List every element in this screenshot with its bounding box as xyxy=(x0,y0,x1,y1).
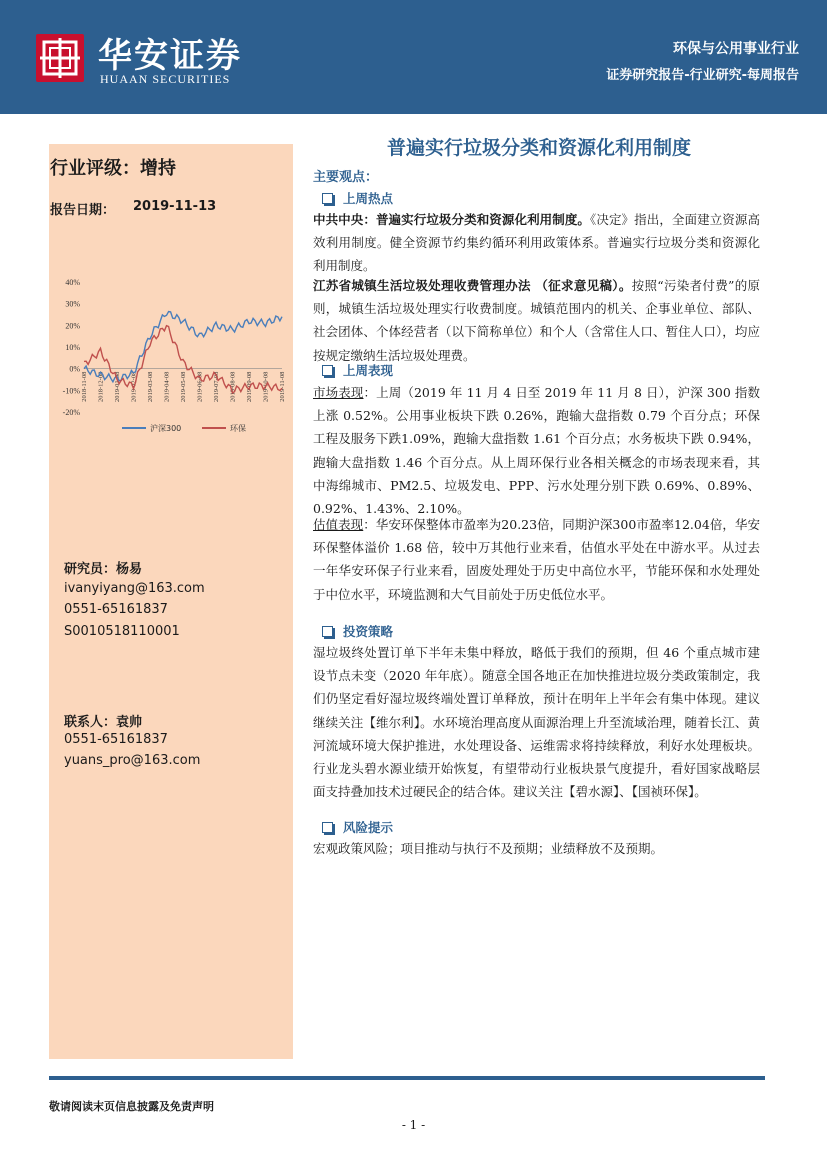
y-tick-label: 30% xyxy=(65,299,80,309)
x-tick-label: 2019-09-08 xyxy=(246,371,253,403)
checkbox-bullet-icon xyxy=(322,626,333,637)
checkbox-bullet-icon xyxy=(322,365,333,376)
section-heading-performance: 上周表现 xyxy=(322,361,393,379)
y-tick-label: 20% xyxy=(65,321,80,331)
analyst-name: 研究员：杨易 xyxy=(64,562,143,577)
x-tick-label: 2019-08-08 xyxy=(229,371,237,403)
x-tick-label: 2019-11-08 xyxy=(279,371,286,402)
checkbox-bullet-icon xyxy=(322,193,333,204)
paragraph-risk: 宏观政策风险；项目推动与执行不及预期；业绩释放不及预期。 xyxy=(313,841,664,856)
x-tick-label: 2019-06-08 xyxy=(196,371,204,403)
y-tick-label: 40% xyxy=(65,278,80,287)
legend-label: 沪深300 xyxy=(150,424,182,433)
paragraph-strategy: 湿垃圾终处置订单下半年未集中释放，略低于我们的预期，但 46 个重点城市建设节点未变（2020 年年底）。随意全国各地正在加快推进垃圾分类政策制定，我们仍坚定看好湿垃圾终端处置订单释放，预计在明年上半年会有集中体现。建议继续关注【维尔利】。水环境治理高度从面源治理上升至流域治理，随着长江、黄河流域环境大保护推进，水处理设备、运维需求将持续释放，利好水处理板块。行业龙头碧水源业绩开始恢复，有望带动行业板块景气度提升，看好国家战略层面支持叠加技术过硬民企的结合体。建议关注【碧水源】、【国祯环保】。 xyxy=(313,645,760,800)
industry-label: 环保与公用事业行业 xyxy=(673,41,799,57)
y-tick-label: -10% xyxy=(62,386,80,396)
report-type-label: 证券研究报告-行业研究-每周报告 xyxy=(606,68,799,83)
section-heading-risk: 风险提示 xyxy=(322,818,393,836)
paragraph-hotspot-2: 江苏省城镇生活垃圾处理收费管理办法 （征求意见稿）。按照“污染者付费”的原则，城镇生活垃圾处理实行收费制度。城镇范围内的机关、企事业单位、部队、社会团体、个体经营者（以下简称单位）和个人（含常住人口、暂住人口），均应按规定缴纳生活垃圾处理费。 xyxy=(313,278,761,363)
report-date-value: 2019-11-13 xyxy=(133,199,217,214)
section-heading-strategy: 投资策略 xyxy=(322,622,393,640)
paragraph-valuation: 估值表现：华安环保整体市盈率为20.23倍，同期沪深300市盈率12.04倍，华安环保整体溢价 1.68 倍，较中万其他行业来看，估值水平处在中游水平。从过去一年华安环保子行业来看，固废处理处于历史中高位水平，节能环保和水处理处于中位水平，环境监测和大气目前处于历史低位水平。 xyxy=(313,517,760,602)
section-heading-hotspots: 上周热点 xyxy=(322,189,393,207)
industry-rating: 行业评级：增持 xyxy=(50,158,176,179)
y-tick-label: -20% xyxy=(62,408,80,417)
y-tick-label: 0% xyxy=(69,364,80,374)
contact-email[interactable]: yuans_pro@163.com xyxy=(64,753,201,768)
company-logo-icon xyxy=(36,34,84,82)
report-header xyxy=(0,0,827,114)
analyst-cert-number: S0010518110001 xyxy=(64,624,180,639)
report-date-label: 报告日期： xyxy=(50,203,116,218)
x-tick-label: 2019-07-08 xyxy=(213,371,220,403)
x-tick-label: 2018-11-08 xyxy=(81,371,88,402)
logo-text-en: HUAAN SECURITIES xyxy=(100,72,231,86)
footer-divider xyxy=(49,1076,765,1080)
key-views-heading: 主要观点： xyxy=(313,170,379,185)
x-tick-label: 2019-01-08 xyxy=(114,371,121,403)
checkbox-bullet-icon xyxy=(322,822,333,833)
x-tick-label: 2019-03-08 xyxy=(147,371,154,403)
x-tick-label: 2019-02-08 xyxy=(130,371,138,403)
contact-phone: 0551-65161837 xyxy=(64,732,168,747)
series-line-0 xyxy=(84,312,282,382)
analyst-email[interactable]: ivanyiyang@163.com xyxy=(64,581,205,596)
page-number: - 1 - xyxy=(401,1118,426,1132)
x-tick-label: 2018-12-08 xyxy=(97,371,105,403)
performance-chart xyxy=(52,270,290,440)
analyst-phone: 0551-65161837 xyxy=(64,602,168,617)
x-tick-label: 2019-10-08 xyxy=(262,371,270,403)
paragraph-hotspot-1: 中共中央：普遍实行垃圾分类和资源化利用制度。《决定》指出，全面建立资源高效利用制度。健全资源节约集约循环利用政策体系。普遍实行垃圾分类和资源化利用制度。 xyxy=(313,212,760,274)
x-tick-label: 2019-05-08 xyxy=(180,371,187,403)
y-tick-label: 10% xyxy=(65,343,80,352)
footer-disclaimer: 敬请阅读末页信息披露及免责声明 xyxy=(49,1100,214,1113)
x-tick-label: 2019-04-08 xyxy=(163,371,171,403)
logo-text-cn: 华安证券 xyxy=(98,36,242,76)
legend-label: 环保 xyxy=(230,424,246,433)
contact-name: 联系人：袁帅 xyxy=(64,715,143,730)
report-title: 普遍实行垃圾分类和资源化利用制度 xyxy=(386,137,691,159)
paragraph-market-performance: 市场表现：上周（2019 年 11 月 4 日至 2019 年 11 月 8 日），沪深 300 指数上涨 0.52%。公用事业板块下跌 0.26%，跑输大盘指数 0.79 个百分点；环保工程及服务下跌1.09%，跑输大盘指数 1.61 个百分点；水务板块下跌 0.94%，跑输大盘指数 1.46 个百分点。从上周环保行业各相关概念的市场表现来看，其中海绵城市、PM2.5、垃圾发电、PPP、污水处理分别下跌 0.69%、0.89%、0.92%、1.43%、2.10%。 xyxy=(313,385,760,517)
